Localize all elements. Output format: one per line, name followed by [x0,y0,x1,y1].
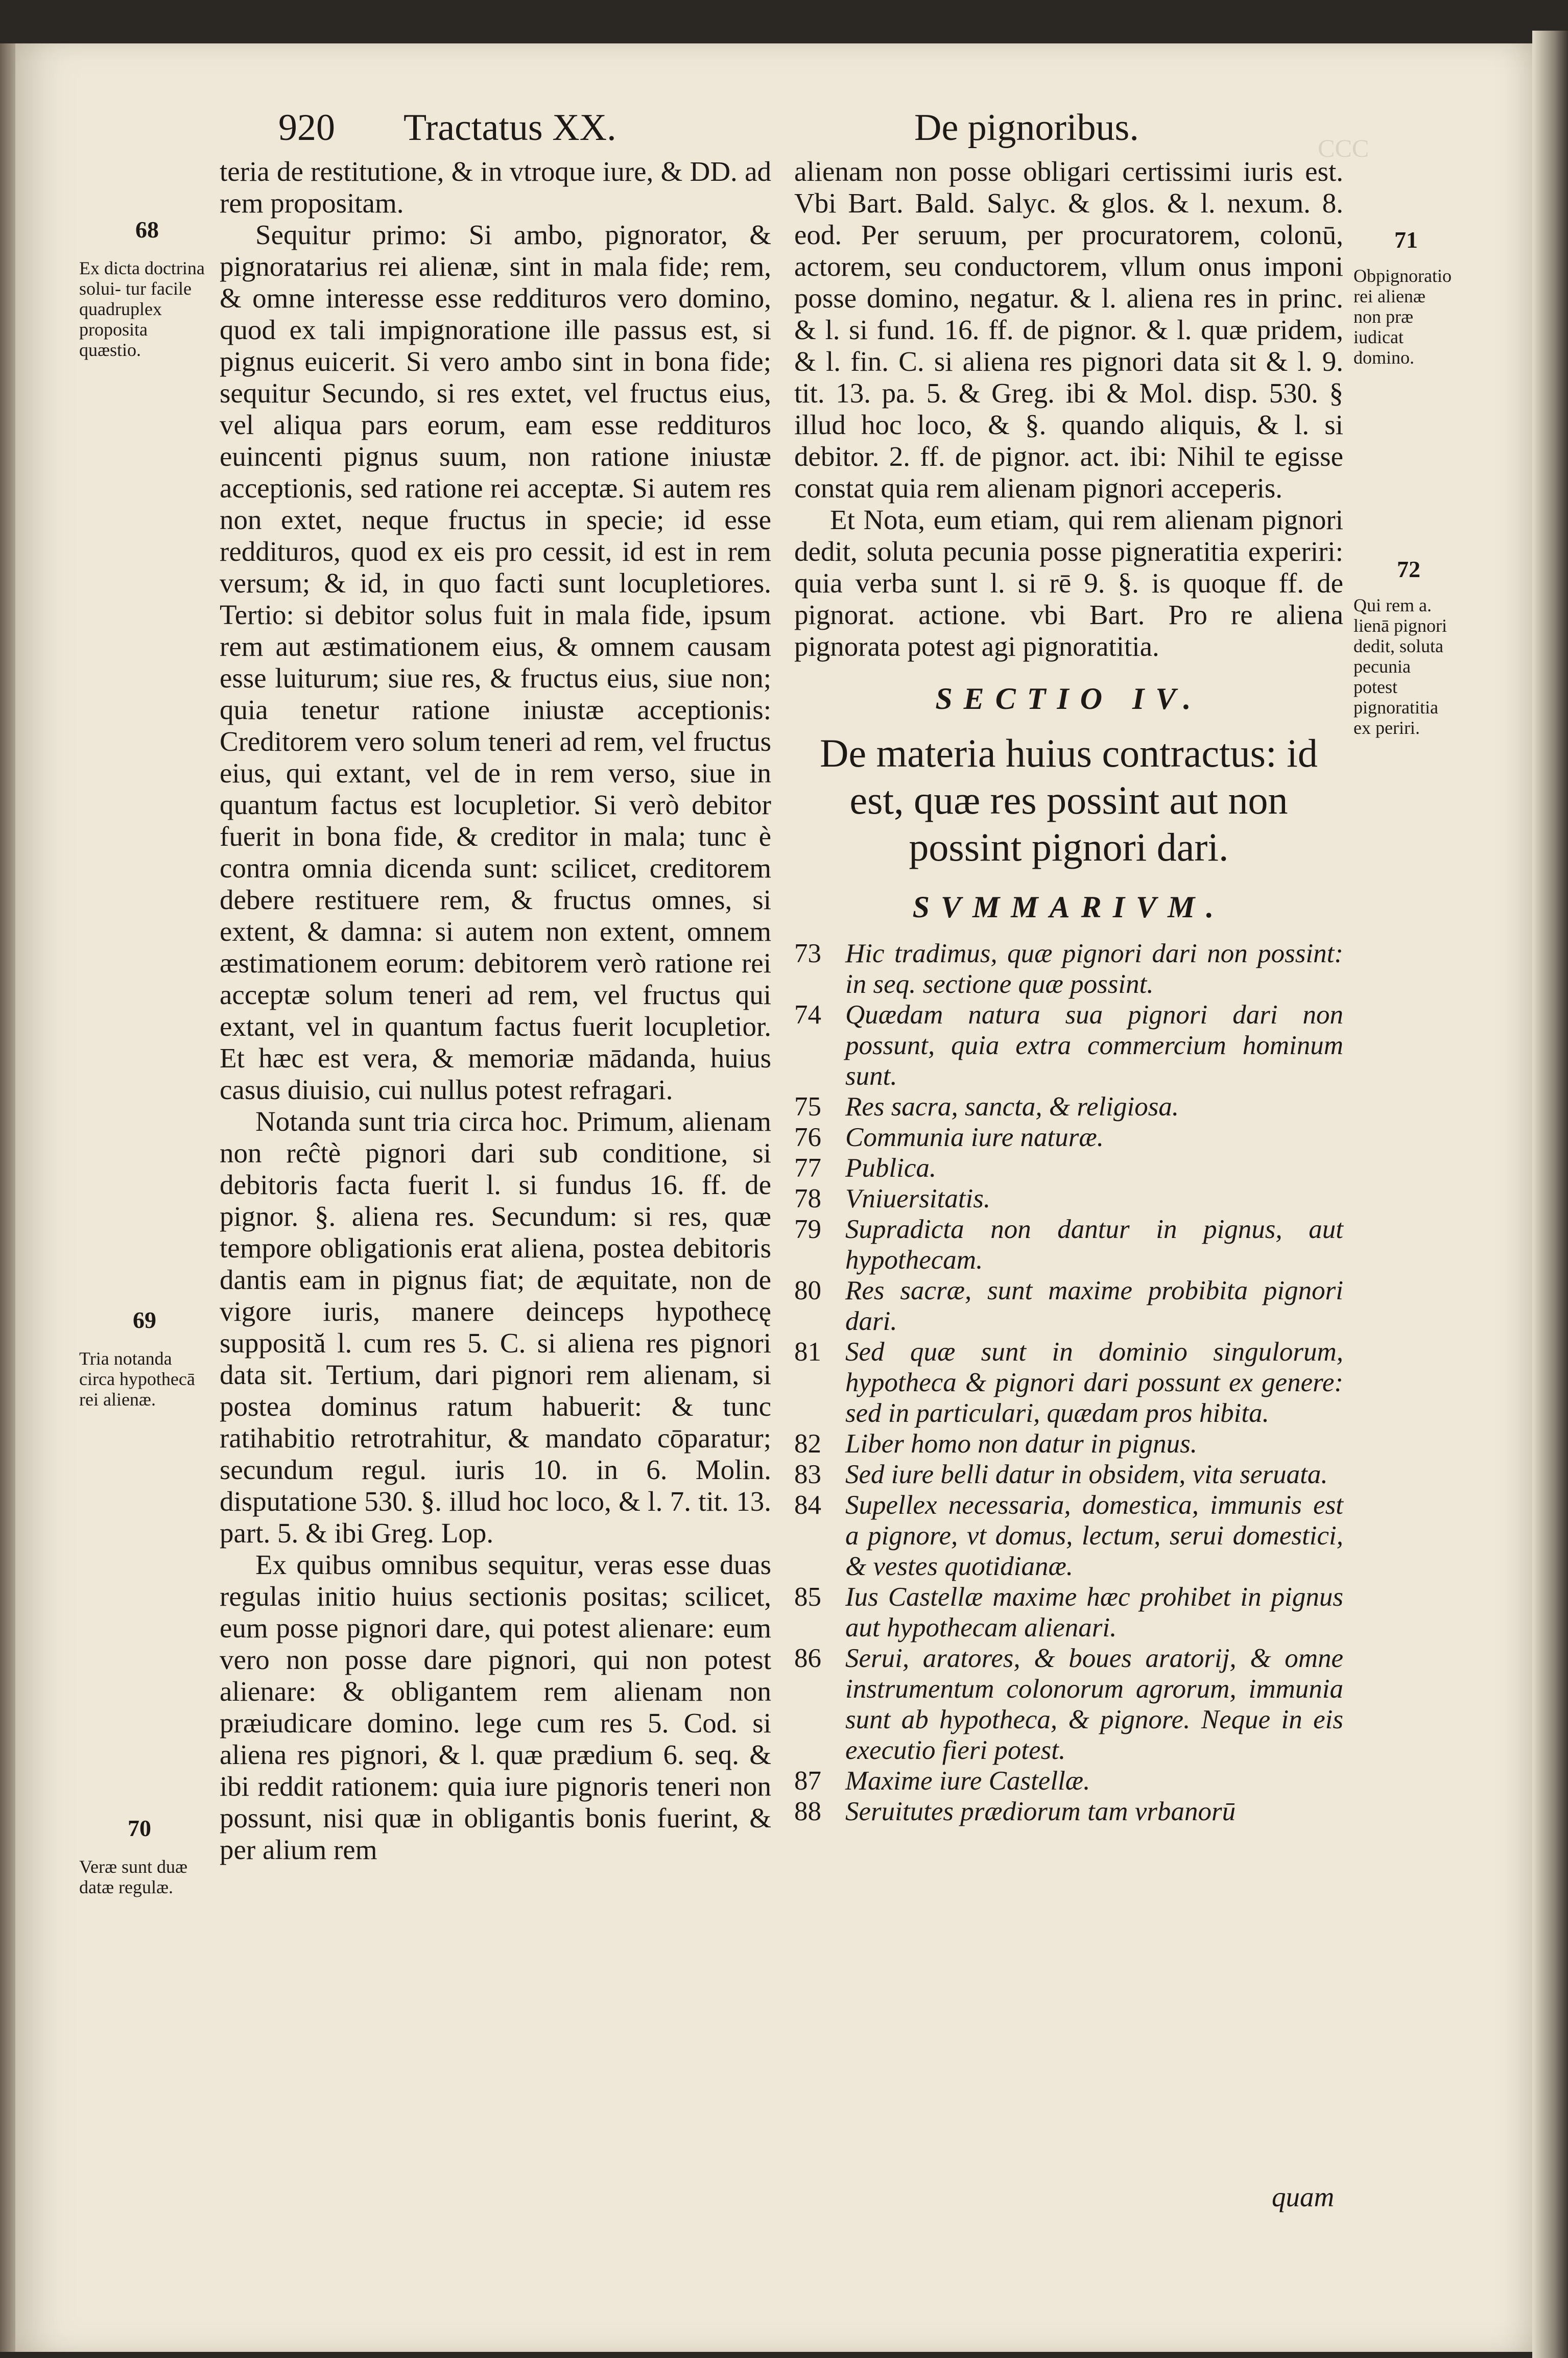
summary-item [794,1183,1343,1214]
margin-note-number: 70 [128,1815,151,1841]
margin-note: Obpignoratio rei alienæ non præ iudicat domino. [1353,266,1452,368]
summary-number: 84 [794,1490,821,1520]
summary-text: Vniuersitatis. [845,1184,991,1213]
summary-item [794,938,1343,999]
summary-item [794,1091,1343,1122]
summary-text: Publica. [845,1153,937,1183]
paragraph: alienam non posse obligari certissimi iuris est. Vbi Bart. Bald. Salyc. & glos. & l. nexum. 8. eod. Per seruum, per procuratorem, colonū, actorem, seu conductorem, vllum onus imponi posse domino, negatur. & l. aliena res in princ. & l. si fund. 16. ff. de pignor. & l. quæ pridem, & l. fin. C. si aliena res pignori data sit & l. 9. tit. 13. pa. 5. & Greg. ibi & Mol. disp. 530. § illud hoc loco, & §. quando aliquis, & l. si debitor. 2. ff. de pignor. act. ibi: Nihil te egisse constat quia rem alienam pignori acceperis. [794,156,1343,504]
paragraph: Notanda sunt tria circa hoc. Primum, alienam non reĉtè pignori dari sub conditione, si debitoris facta fuerit l. si fundus 16. ff. de pignor. §. aliena res. Secundum: si res, quæ tempore obligationis erat aliena, postea debitoris dantis eam in pignus fiat; de æquitate, non de vigore iuris, manere deinceps hypothecę supposită l. cum res 5. C. si aliena res pignori data sit. Tertium, dari pignori rem alienam, si postea dominus ratum habuerit: & tunc ratihabitio retrotrahitur, & mandato cōparatur; secundum regul. iuris 10. in 6. Molin. disputatione 530. §. illud hoc loco, & l. 7. tit. 13. part. 5. & ibi Greg. Lop. [220,1106,771,1549]
show-through-text: ϹϹϹ [1318,134,1369,162]
summarium-label: SVMMARIVM. [912,890,1225,924]
section-title: De materia huius contractus: id est, quæ res possint aut non possint pignori dari. [820,731,1318,869]
paragraph: Sequitur primo: Si ambo, pignorator, & pignoratarius rei alienæ, sint in mala fide; rem, & omne interesse esse reddituros vero domino, quod ex tali impignoratione ille passus est, si pignus euicerit. Si vero ambo sint in bona fide; sequitur Secundo, si res extet, vel fructus eius, vel aliqua pars eorum, eam esse reddituros euincenti pignus suum, non ratione iniustæ acceptionis, sed ratione rei acceptæ. Si autem res non extet, neque fructus in specie; id esse reddituros, quod ex eis pro cessit, id est in rem versum; & id, in quo facti sunt locupletiores. Tertio: si debitor solus fuit in mala fide, ipsum rem aut æstimationem eius, & omnem causam esse luiturum; siue res, & fructus eius, siue non; quia tenetur ratione iniustæ acceptionis: Creditorem vero solum teneri ad rem, vel fructus eius, qui extant, vel de in rem verso, siue in quantum factus est locupletior. Si verò debitor fuerit in bona fide, & creditor in mala; tunc è contra omnia dicenda sunt: scilicet, creditorem debere restituere rem, & fructus omnes, si extent, & damna: si autem non extent, omnem æstimationem eorum: debitorem verò ratione rei acceptæ solum teneri ad rem, vel fructus qui extant, vel in quantum factus fuerit locupletior. Et hæc est vera, & memoriæ mādanda, huius casus diuisio, cui nullus potest refragari. [220,219,771,1105]
summary-text: Seruitutes prædiorum tam vrbanorū [845,1797,1236,1826]
summary-number: 82 [794,1429,821,1459]
summary-text: Res sacræ, sunt maxime probibita pignori dari. [845,1276,1343,1336]
paragraph: teria de restitutione, & in vtroque iure, & DD. ad rem propositam. [220,156,771,219]
running-title-right: De pignoribus. [914,107,1139,149]
page-edge [1532,31,1568,2358]
summary-number: 73 [794,939,821,968]
margin-note: Qui rem a. lienā pignori dedit, soluta pecunia potest pignoratitia ex periri. [1353,595,1447,738]
catchword: quam [1272,2181,1335,2212]
paragraph: Ex quibus omnibus sequitur, veras esse duas regulas initio huius sectionis positas; scilicet, eum posse pignori dare, qui potest alienare: eum vero non posse dare pignori, qui non potest alienare: & obligantem rem alienam non præiudicare domino. lege cum res 5. Cod. si aliena res pignori, & l. quæ prædium 6. seq. & ibi reddit rationem: quia iure pignoris teneri non possunt, nisi quæ in obligantis bonis fuerint, & per alium rem [220,1549,771,1865]
summary-text: Communia iure naturæ. [845,1123,1104,1152]
margin-note: Ex dicta doctrina solui- tur facile quadruplex proposita quæstio. [79,258,205,360]
summary-text: Quædam natura sua pignori dari non possunt, quia extra commercium hominum sunt. [845,1000,1343,1091]
page-number: 920 [278,107,335,149]
summary-text: Sed quæ sunt in dominio singulorum, hypotheca & pignori dari possunt ex genere: sed in particulari, quædam pros hibita. [845,1337,1343,1428]
margin-note-number: 71 [1394,227,1418,253]
margin-note: Veræ sunt duæ datæ regulæ. [79,1856,188,1897]
margin-note: Tria notanda circa hypothecā rei alienæ. [79,1348,195,1410]
margin-note-number: 69 [133,1307,156,1333]
right-column [794,156,1343,1827]
summary-number: 88 [794,1797,821,1826]
summary-item [794,1766,1343,1796]
running-title-left: Tractatus XX. [403,107,616,149]
summary-number: 76 [794,1123,821,1152]
summary-item [794,1643,1343,1766]
summary-number: 78 [794,1184,821,1213]
summary-text: Sed iure belli datur in obsidem, vita seruata. [845,1460,1328,1489]
summary-number: 75 [794,1092,821,1122]
margin-note-number: 68 [135,217,159,243]
summary-number: 77 [794,1153,821,1183]
summary-list [794,938,1343,1827]
summary-text: Liber homo non datur in pignus. [845,1429,1198,1459]
summary-item [794,1796,1343,1827]
summary-number: 74 [794,1000,821,1030]
summary-text: Serui, aratores, & boues aratorij, & omne instrumentum colonorum agrorum, immunia sunt ab hypotheca, & pignore. Neque in eis executio fieri potest. [845,1644,1343,1765]
summary-item [794,1428,1343,1459]
left-column [220,156,771,1866]
summary-number: 81 [794,1337,821,1367]
summary-item [794,999,1343,1091]
summary-number: 86 [794,1644,821,1673]
summary-item [794,1582,1343,1643]
summary-item [794,1459,1343,1490]
paragraph: Et Nota, eum etiam, qui rem alienam pignori dedit, soluta pecunia posse pigneratitia experiri: quia verba sunt l. si rē 9. §. is quoque ff. de pignorat. actione. vbi Bart. Pro re aliena pignorata potest agi pignoratitia. [794,504,1343,662]
summary-number: 83 [794,1460,821,1489]
summary-text: Ius Castellæ maxime hæc prohibet in pignus aut hypothecam alienari. [845,1582,1343,1642]
summary-number: 79 [794,1214,821,1244]
summary-item [794,1490,1343,1582]
summary-item [794,1275,1343,1337]
summary-text: Maxime iure Castellæ. [845,1766,1090,1796]
summary-text: Hic tradimus, quæ pignori dari non possint: in seq. sectione quæ possint. [845,939,1343,999]
summary-item [794,1153,1343,1183]
summary-number: 80 [794,1276,821,1305]
margin-note-number: 72 [1397,556,1420,582]
summary-item [794,1122,1343,1153]
summary-text: Res sacra, sancta, & religiosa. [845,1092,1179,1122]
summary-item [794,1214,1343,1275]
summary-text: Supellex necessaria, domestica, immunis est a pignore, vt domus, lectum, serui domestici, & vestes quotidianæ. [845,1490,1343,1581]
summary-text: Supradicta non dantur in pignus, aut hypothecam. [845,1214,1343,1275]
summary-number: 87 [794,1766,821,1796]
sectio-label: SECTIO IV. [935,682,1202,716]
summary-number: 85 [794,1582,821,1612]
summary-item [794,1337,1343,1428]
